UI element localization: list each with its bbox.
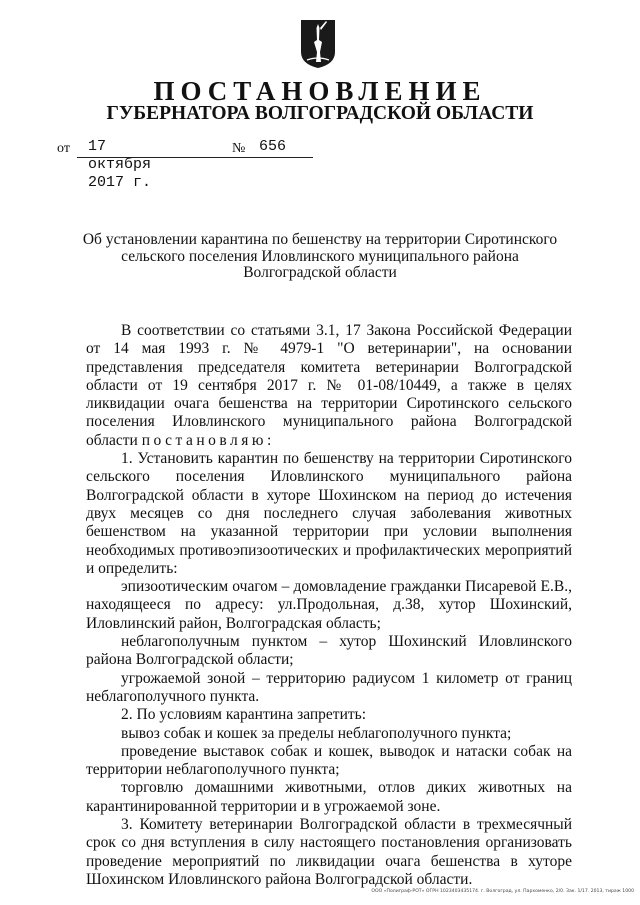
paragraph: торговлю домашними животными, отлов диких животных на карантинированной территории и в угрожаемой зоне.	[86, 779, 572, 815]
paragraph	[86, 322, 572, 450]
paragraph: неблагополучным пунктом – хутор Шохинский Иловлинского района Волгоградской области;	[86, 633, 572, 669]
number-underline	[253, 157, 313, 158]
document-number: 656	[259, 138, 287, 155]
resolve-word: постановляю:	[141, 431, 275, 449]
printer-footer: ООО «Полиграф-РОТ» ОГРН 1023403435174. г. Волгоград, ул. Пархоменко, 2/0. Зак. 1/17. 2013, тираж 1000	[371, 889, 634, 894]
document-body	[86, 322, 572, 889]
document-title: ПОСТАНОВЛЕНИЕ	[153, 76, 487, 106]
from-label: от	[57, 141, 70, 156]
paragraph: 3. Комитету ветеринарии Волгоградской области в трехмесячный срок со дня вступления в силу настоящего постановления организовать проведение мероприятий по ликвидации очага бешенства в хуторе Шохинском Иловлинского района Волгоградской области.	[86, 816, 572, 888]
paragraph: эпизоотическим очагом – домовладение гражданки Писаревой Е.В., находящееся по адресу: ул.Продольная, д.38, хутор Шохинский, Иловлинский район, Волгоградская область;	[86, 578, 572, 632]
paragraph: угрожаемой зоной – территорию радиусом 1 километр от границ неблагополучного пункта.	[86, 669, 572, 705]
document-subtitle: ГУБЕРНАТОРА ВОЛГОГРАДСКОЙ ОБЛАСТИ	[106, 103, 534, 124]
paragraph: 1. Установить карантин по бешенству на территории Сиротинского сельского поселения Иловлинского муниципального района Волгоградской области в хуторе Шохинском на период до истечения двух месяцев со дня последнего случая заболевания животных бешенством на указанной территории при условии выполнения необходимых противоэпизоотических и профилактических мероприятий и определить:	[86, 450, 572, 577]
number-label: №	[232, 141, 246, 156]
document-date: 17 октября 2017 г.	[88, 138, 152, 191]
paragraph: 2. По условиям карантина запретить:	[121, 706, 367, 724]
paragraph-text: В соответствии со статьями 3.1, 17 Закона Российской Федерации от 14 мая 1993 г. № 4979-1 "О ветеринарии", на основании представления председателя комитета ветеринарии Волгоградской области от 19 сентября 2017 г. № 01-08/10449, а также в целях ликвидации очага бешенства на территории Сиротинского сельского поселения Иловлинского муниципального района Волгоградской области	[86, 322, 572, 449]
paragraph: вывоз собак и кошек за пределы неблагополучного пункта;	[121, 724, 512, 742]
document-heading: Об установлении карантина по бешенству на территории Сиротинского сельского поселения Иловлинского муниципального района Волгоградской области	[82, 231, 558, 281]
paragraph: проведение выставок собак и кошек, выводок и натаски собак на территории неблагополучного пункта;	[86, 742, 572, 779]
coat-of-arms-icon	[299, 18, 337, 70]
